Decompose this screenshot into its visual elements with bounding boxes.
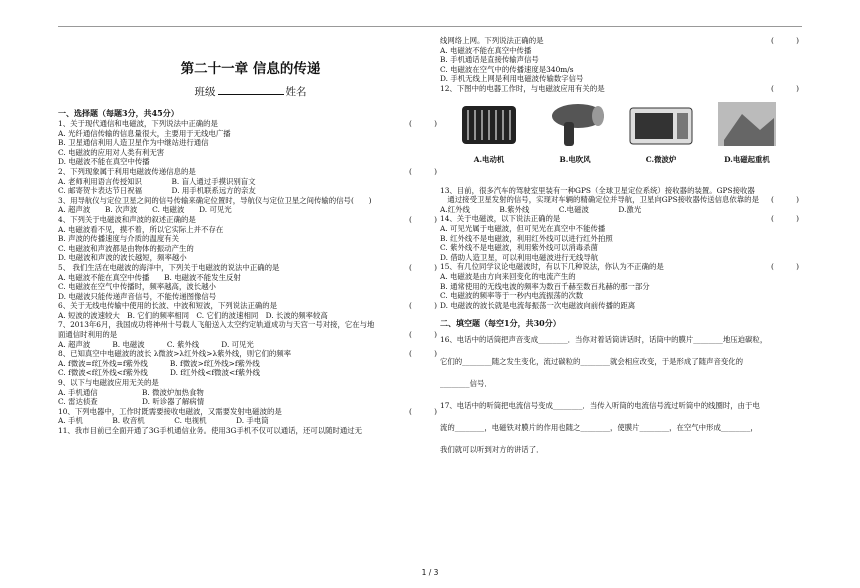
question-line [58,320,443,330]
question-text: A. 电磁波不能在真空中传播 B. 电磁波不能发生反射 [58,272,241,282]
question-text: A. 光纤通信传输的信息量很大，主要用于无线电广播 [58,128,231,138]
question-text: 14、关于电磁波，以下说法正确的是 [440,214,561,224]
answer-bracket: ( ) [771,214,799,224]
question-text: A. 电磁波不能在真空中传播 [440,45,532,55]
question-line [440,262,805,272]
question-text: 1、关于现代通信和电磁波，下列说法中正确的是 [58,119,218,128]
question-text: C. f微波<f红外线<f紫外线 D. f红外线<f微波<f紫外线 [58,368,261,378]
question-line [58,177,443,187]
question-line [440,243,805,253]
question-line [58,349,443,359]
question-line [58,388,443,398]
question-line [440,224,805,234]
right-column [440,36,805,461]
answer-bracket: ( ) [409,330,437,340]
question-text: 3、用导航仪与定位卫星之间的信号传输来确定位置时，导航仪与定位卫星之间传输的信号( ) [58,195,372,205]
question-line [58,138,443,148]
right-question-list [440,36,805,94]
question-text: A. 可见光属于电磁波，但可见光在真空中不能传播 [440,223,606,233]
appliance-images [440,100,805,182]
answer-bracket: ( ) [409,301,437,311]
question-text: D. 电磁波只能传递声音信号，不能传递图像信号 [58,291,217,301]
answer-bracket: ( ) [409,166,437,176]
hairdryer-caption: B.电吹风 [559,155,591,165]
motor-caption: A.电动机 [473,155,505,165]
answer-bracket: ( ) [409,406,437,416]
question-line [58,273,443,283]
question-line [440,301,805,311]
question-line [58,244,443,254]
question-text: 13、目前，很多汽车的驾驶室里装有一种GPS（全球卫星定位系统）接收器的装置。GPS接收器 [440,185,755,195]
fill-q16-line1: 16、电话中的话筒把声音变成________．当你对着话筒讲话时，话筒中的膜片________地压迫碳粒， [440,335,768,345]
question-text: C. 电磁波在空气中的传播速度是340m/s [440,64,574,74]
crane-image [712,100,782,165]
microwave-icon [626,100,696,148]
question-text: 12、下图中的电器工作时，与电磁波应用有关的是 [440,83,605,93]
page-title: 第二十一章 信息的传递 [180,61,321,77]
microwave-caption: C.微波炉 [645,155,677,165]
question-text: 2、下列现象属于利用电磁波传递信息的是 [58,166,196,176]
question-text: C. 电磁波的应用对人类有利无害 [58,147,165,157]
question-line [58,407,443,417]
question-text: B. 红外线不是电磁波，利用红外线可以进行红外拍照 [440,233,613,243]
question-text: 6、关于无线电传输中使用的长波、中波和短波，下列说法正确的是 [58,301,278,311]
answer-bracket: ( ) [771,262,799,272]
electromagnet-crane-icon [712,100,782,148]
question-text: C. 邮寄贺卡表达节日祝福 D. 用手机联系远方的亲友 [58,186,256,196]
question-line [440,84,805,94]
question-line [440,291,805,301]
left-column [58,36,443,436]
question-text: D. 电磁波的波长就是电流每振荡一次电磁波向前传播的距离 [440,300,636,310]
question-line [58,157,443,167]
question-line [58,340,443,350]
class-label: 班级 [194,86,216,98]
question-line [440,46,805,56]
name-class-line [58,86,443,99]
question-text: A. 手机通信 B. 微波炉加热食物 [58,387,204,397]
page-number: 1 / 3 [421,568,439,577]
answer-bracket: ( ) [409,214,437,224]
question-text: 7、2013年6月，我国成功将神州十号载人飞船送入太空约定轨道成功与天宫一号对接，它在与地 [58,320,375,330]
question-text: D. 借助人造卫星，可以利用电磁波进行无线导航 [440,252,599,262]
question-text: 4、下列关于电磁波和声波的叙述正确的是 [58,214,196,224]
question-line [440,55,805,65]
question-line [58,225,443,235]
question-text: C. 电磁波和声波都是由物体的振动产生的 [58,243,194,253]
crane-caption: D.电磁起重机 [724,155,770,165]
question-text: A. 电磁波看不见，摸不着，所以它实际上并不存在 [58,224,224,234]
right-question-list-2 [440,186,805,311]
question-text: 8、已知真空中电磁波的波长 λ微波>λ红外线>λ紫外线，则它们的频率 [58,349,292,359]
question-line [58,378,443,388]
question-line [58,205,443,215]
question-line [58,282,443,292]
question-line [58,359,443,369]
question-text: D. 手机无线上网是利用电磁波传输数字信号 [440,74,584,84]
fill-q17-line3: 我们就可以听到对方的讲话了． [440,445,544,455]
question-line [440,282,805,292]
question-line [58,397,443,407]
header-rule [58,26,802,27]
microwave-image [626,100,696,165]
question-text: A. 超声波 B. 电磁波 C. 紫外线 D. 可见光 [58,339,254,349]
question-text: A. f微波=f红外线=f紫外线 B. f微波>f红外线>f紫外线 [58,358,260,368]
question-text: C. 紫外线不是电磁波，利用紫外线可以消毒杀菌 [440,243,598,253]
question-text: B. 卫星通信利用人造卫星作为中继站进行通信 [58,138,209,148]
question-line [58,119,443,129]
fill-q16-line2: 它们的________随之发生变化，流过碳粒的________就会相应改变，于是形成了随声音变化的 [440,357,744,367]
answer-bracket: ( ) [771,195,799,205]
question-line [58,234,443,244]
question-line [440,74,805,84]
question-line [440,65,805,75]
question-line [58,426,443,436]
question-line [58,186,443,196]
question-text: C. 电磁波在空气中传播时，频率越高，波长越小 [58,282,216,292]
question-text: D. 电磁波和声波的波长越短，频率越小 [58,253,187,263]
question-line [58,368,443,378]
question-text: B. 手机通话是直接传输声信号 [440,55,539,65]
question-text: C. 雷达侦查 D. 听诊器了解病情 [58,397,205,407]
question-line [440,186,805,196]
question-line [440,234,805,244]
question-line [440,253,805,263]
question-line [58,215,443,225]
answer-bracket: ( ) [771,36,799,45]
section-choice-heading: 一、选择题（每题3分，共45分） [58,108,179,118]
question-line [440,195,805,205]
question-line [440,272,805,282]
question-text: 11、我市目前已全面开通了3G手机通信业务。使用3G手机不仅可以通话，还可以随时通过无 [58,426,363,435]
question-line [58,311,443,321]
fill-q17-line2: 流的________，电磁铁对膜片的作用也随之________，使膜片________，在空气中形成________， [440,423,758,433]
question-line [58,330,443,340]
question-text: A. 电磁波是由方向来回变化的电流产生的 [440,271,576,281]
fill-q17-line1: 17、电话中的听筒把电流信号变成________．当传入听筒的电流信号流过听筒中的线圈时，由于电 [440,401,760,411]
question-line [440,205,805,215]
section-fill-heading: 二、填空题（每空1分，共30分） [440,318,561,329]
question-text: A. 短波的波速较大 B. 它们的频率相同 C. 它们的波速相同 D. 长波的频率较高 [58,310,328,320]
question-line [58,292,443,302]
motor-icon [454,100,524,148]
motor-image [454,100,524,165]
answer-bracket: ( ) [409,262,437,272]
question-text: 15、有几位同学议论电磁波时，有以下几种说法，你认为不正确的是 [440,262,664,272]
question-text: D. 电磁波不能在真空中传播 [58,157,150,167]
question-line [58,416,443,426]
question-line [58,129,443,139]
fill-q16-line3: ________信号． [440,379,492,389]
question-text: 通过接受卫星发射的信号，实现对车辆的精确定位并导航，卫星向GPS接收器传送信息依靠的是 [440,195,759,205]
question-line [58,148,443,158]
question-text: A. 老师利用语言传授知识 B. 盲人通过手摸识别盲文 [58,176,256,186]
question-text: 9、以下与电磁波应用无关的是 [58,378,159,388]
question-text: 线网络上网。下列说法正确的是 [440,36,544,45]
question-text: A.红外线 B.紫外线 C.电磁波 D.激光 [440,204,642,214]
question-text: B. 通常使用的无线电波的频率为数百千赫至数百兆赫的那一部分 [440,281,650,291]
question-line [58,263,443,273]
question-line [58,196,443,206]
answer-bracket: ( ) [409,119,437,128]
question-text: 5、 我们生活在电磁波的海洋中，下列关于电磁波的说法中正确的是 [58,262,280,272]
question-text: 10、下列电器中，工作时既需要接收电磁波，又需要发射电磁波的是 [58,406,282,416]
left-question-list [58,119,443,436]
question-line [440,214,805,224]
question-text: C. 电磁波的频率等于一秒内电流振荡的次数 [440,291,584,301]
question-text: A. 手机 B. 收音机 C. 电视机 D. 手电筒 [58,416,269,426]
question-text: A. 超声波 B. 次声波 C. 电磁波 D. 可见光 [58,205,232,215]
name-label: 姓名 [285,86,307,98]
question-text: B. 声波的传播速度与介质的温度有关 [58,234,179,244]
hairdryer-icon [540,100,610,148]
answer-bracket: ( ) [409,349,437,359]
question-line [440,36,805,46]
question-line [58,253,443,263]
question-text: 面通信时利用的是 [58,330,118,340]
question-line [58,167,443,177]
class-blank [218,94,284,95]
question-line [58,301,443,311]
hairdryer-image [540,100,610,165]
answer-bracket: ( ) [771,83,799,93]
